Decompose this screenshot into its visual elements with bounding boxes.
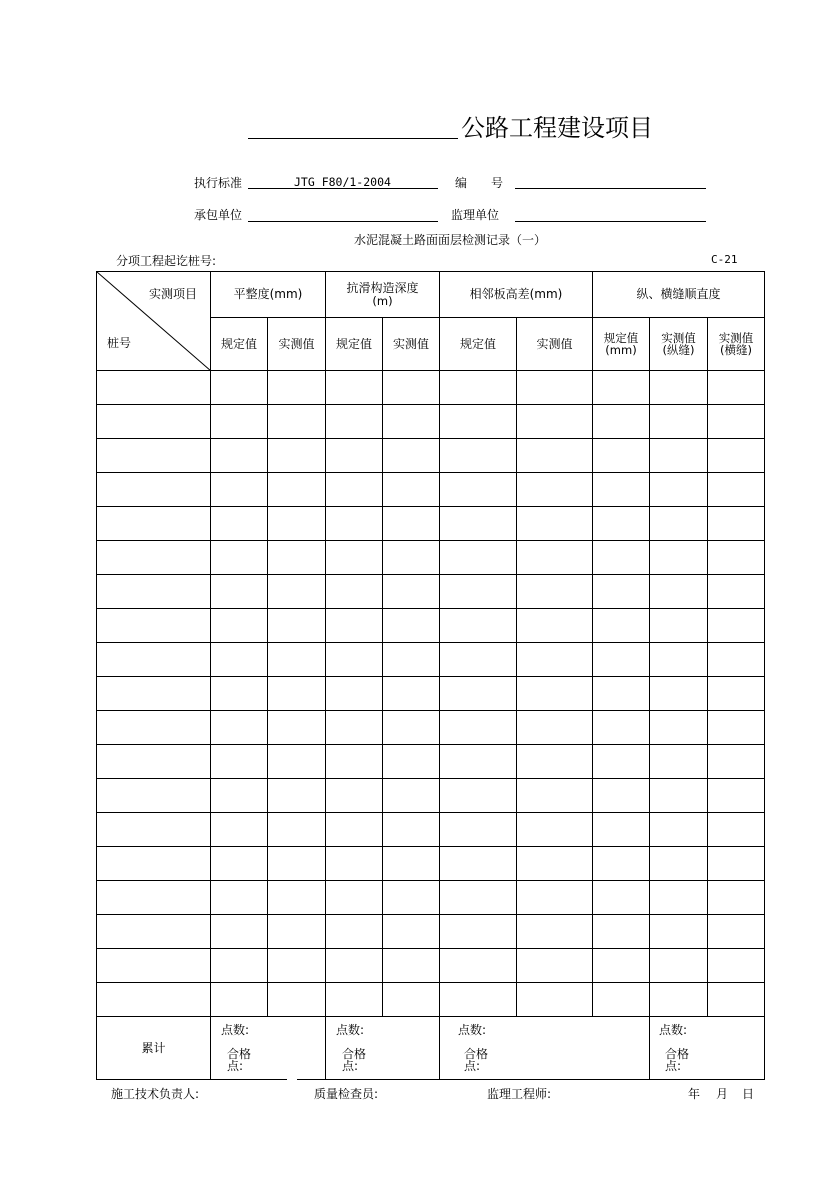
value-cell[interactable] (593, 983, 650, 1017)
value-cell[interactable] (708, 405, 765, 439)
value-cell[interactable] (211, 473, 268, 507)
station-cell[interactable] (97, 881, 211, 915)
value-cell[interactable] (593, 881, 650, 915)
value-cell[interactable] (708, 949, 765, 983)
value-cell[interactable] (211, 745, 268, 779)
value-cell[interactable] (440, 643, 517, 677)
value-cell[interactable] (440, 813, 517, 847)
value-cell[interactable] (326, 745, 383, 779)
summary-flatness[interactable] (211, 1017, 326, 1080)
value-cell[interactable] (211, 371, 268, 405)
value-cell[interactable] (708, 473, 765, 507)
value-cell[interactable] (211, 847, 268, 881)
value-cell[interactable] (211, 541, 268, 575)
value-cell[interactable] (383, 609, 440, 643)
value-cell[interactable] (268, 881, 326, 915)
station-cell[interactable] (97, 677, 211, 711)
table-row (97, 813, 765, 847)
pass-label (211, 1037, 325, 1072)
value-cell[interactable] (593, 813, 650, 847)
value-cell[interactable] (211, 405, 268, 439)
value-cell[interactable] (383, 371, 440, 405)
value-cell[interactable] (440, 779, 517, 813)
value-cell[interactable] (383, 779, 440, 813)
value-cell[interactable] (268, 643, 326, 677)
value-cell[interactable] (326, 507, 383, 541)
value-cell[interactable] (268, 813, 326, 847)
sub-spec: 规定值 (440, 318, 517, 371)
value-cell[interactable] (326, 711, 383, 745)
value-cell[interactable] (517, 439, 593, 473)
station-cell[interactable] (97, 711, 211, 745)
value-cell[interactable] (268, 439, 326, 473)
value-cell[interactable] (383, 677, 440, 711)
supervisor-field[interactable] (515, 221, 706, 222)
value-cell[interactable] (517, 745, 593, 779)
contractor-field[interactable] (248, 221, 438, 222)
value-cell[interactable] (326, 677, 383, 711)
value-cell[interactable] (440, 405, 517, 439)
inspector-label: 质量检查员: (314, 1087, 379, 1101)
year-label: 年 (688, 1087, 701, 1101)
project-name-blank[interactable] (248, 138, 458, 139)
table-row (97, 677, 765, 711)
value-cell[interactable] (440, 847, 517, 881)
summary-joint[interactable] (650, 1017, 765, 1080)
border-gap (287, 1078, 297, 1081)
pass-label (650, 1037, 764, 1072)
value-cell[interactable] (593, 473, 650, 507)
value-cell[interactable] (383, 541, 440, 575)
value-cell[interactable] (211, 677, 268, 711)
table-row (97, 711, 765, 745)
inspection-table (96, 271, 765, 1080)
value-cell[interactable] (211, 711, 268, 745)
value-cell[interactable] (708, 847, 765, 881)
sub-label: 实测值 (718, 331, 754, 345)
value-cell[interactable] (268, 473, 326, 507)
station-cell[interactable] (97, 643, 211, 677)
value-cell[interactable] (593, 677, 650, 711)
corner-bottom-label: 桩号 (107, 336, 132, 350)
value-cell[interactable] (211, 609, 268, 643)
value-cell[interactable] (268, 677, 326, 711)
value-cell[interactable] (440, 473, 517, 507)
day-label: 日 (742, 1087, 755, 1101)
value-cell[interactable] (383, 575, 440, 609)
table-row (97, 949, 765, 983)
station-cell[interactable] (97, 439, 211, 473)
value-cell[interactable] (517, 711, 593, 745)
station-cell[interactable] (97, 473, 211, 507)
value-cell[interactable] (383, 643, 440, 677)
value-cell[interactable] (650, 779, 708, 813)
value-cell[interactable] (211, 779, 268, 813)
station-cell[interactable] (97, 813, 211, 847)
value-cell[interactable] (268, 745, 326, 779)
value-cell[interactable] (593, 779, 650, 813)
value-cell[interactable] (708, 575, 765, 609)
group-skid-depth (326, 272, 440, 318)
corner-top-label: 实测项目 (149, 287, 198, 301)
form-title: 水泥混凝土路面面层检测记录（一） (354, 233, 547, 247)
value-cell[interactable] (517, 473, 593, 507)
value-cell[interactable] (517, 915, 593, 949)
value-cell[interactable] (593, 915, 650, 949)
value-cell[interactable] (326, 847, 383, 881)
value-cell[interactable] (650, 643, 708, 677)
table-row (97, 609, 765, 643)
value-cell[interactable] (708, 881, 765, 915)
value-cell[interactable] (708, 779, 765, 813)
value-cell[interactable] (593, 847, 650, 881)
value-cell[interactable] (650, 439, 708, 473)
sub-measured: 实测值 (268, 318, 326, 371)
value-cell[interactable] (440, 745, 517, 779)
table-row (97, 371, 765, 405)
value-cell[interactable] (440, 915, 517, 949)
value-cell[interactable] (326, 609, 383, 643)
table-row (97, 473, 765, 507)
sub-unit: (横缝) (720, 343, 752, 357)
value-cell[interactable] (708, 541, 765, 575)
table-row (97, 405, 765, 439)
value-cell[interactable] (593, 643, 650, 677)
sub-spec: 规定值 (211, 318, 268, 371)
sub-spec-mm (593, 318, 650, 371)
sub-measured-transverse (708, 318, 765, 371)
value-cell[interactable] (326, 813, 383, 847)
group-flatness: 平整度(mm) (211, 272, 326, 318)
value-cell[interactable] (650, 371, 708, 405)
value-cell[interactable] (650, 405, 708, 439)
station-cell[interactable] (97, 779, 211, 813)
value-cell[interactable] (593, 711, 650, 745)
table-row (97, 541, 765, 575)
value-cell[interactable] (211, 439, 268, 473)
table-row (97, 881, 765, 915)
value-cell[interactable] (593, 575, 650, 609)
value-cell[interactable] (383, 881, 440, 915)
value-cell[interactable] (383, 711, 440, 745)
value-cell[interactable] (440, 711, 517, 745)
table-row (97, 643, 765, 677)
points-label: 点数: (458, 1023, 487, 1037)
pass-label-1: 合格 (227, 1047, 252, 1061)
value-cell[interactable] (440, 575, 517, 609)
value-cell[interactable] (517, 371, 593, 405)
pass-label-2: 点: (464, 1059, 481, 1073)
value-cell[interactable] (326, 643, 383, 677)
value-cell[interactable] (517, 949, 593, 983)
value-cell[interactable] (517, 983, 593, 1017)
table-row (97, 847, 765, 881)
value-cell[interactable] (650, 745, 708, 779)
value-cell[interactable] (211, 813, 268, 847)
value-cell[interactable] (593, 949, 650, 983)
value-cell[interactable] (440, 507, 517, 541)
value-cell[interactable] (708, 983, 765, 1017)
pass-label (440, 1037, 649, 1072)
value-cell[interactable] (708, 507, 765, 541)
pass-label-2: 点: (665, 1059, 682, 1073)
value-cell[interactable] (650, 677, 708, 711)
table-row (97, 779, 765, 813)
value-cell[interactable] (383, 813, 440, 847)
value-cell[interactable] (650, 473, 708, 507)
value-cell[interactable] (650, 915, 708, 949)
sub-spec: 规定值 (326, 318, 383, 371)
group-slab-diff: 相邻板高差(mm) (440, 272, 593, 318)
month-label: 月 (716, 1087, 729, 1101)
value-cell[interactable] (326, 371, 383, 405)
value-cell[interactable] (383, 405, 440, 439)
pass-label-1: 合格 (342, 1047, 367, 1061)
standard-label: 执行标准 (194, 176, 243, 190)
value-cell[interactable] (440, 983, 517, 1017)
group-skid-depth-label: 抗滑构造深度 (346, 281, 419, 295)
station-cell[interactable] (97, 541, 211, 575)
pass-label-2: 点: (342, 1059, 359, 1073)
value-cell[interactable] (440, 541, 517, 575)
summary-slab-diff[interactable] (440, 1017, 650, 1080)
value-cell[interactable] (650, 983, 708, 1017)
value-cell[interactable] (650, 813, 708, 847)
station-cell[interactable] (97, 575, 211, 609)
value-cell[interactable] (383, 473, 440, 507)
station-cell[interactable] (97, 609, 211, 643)
value-cell[interactable] (440, 677, 517, 711)
value-cell[interactable] (383, 949, 440, 983)
value-cell[interactable] (708, 439, 765, 473)
pass-label-1: 合格 (665, 1047, 690, 1061)
value-cell[interactable] (517, 541, 593, 575)
number-label: 编 号 (455, 176, 504, 190)
value-cell[interactable] (708, 711, 765, 745)
value-cell[interactable] (593, 371, 650, 405)
value-cell[interactable] (268, 711, 326, 745)
contractor-label: 承包单位 (194, 208, 243, 222)
value-cell[interactable] (383, 745, 440, 779)
station-cell[interactable] (97, 745, 211, 779)
value-cell[interactable] (708, 745, 765, 779)
pass-label (326, 1037, 439, 1072)
form-code: C-21 (711, 253, 738, 266)
value-cell[interactable] (440, 439, 517, 473)
value-cell[interactable] (326, 541, 383, 575)
value-cell[interactable] (593, 439, 650, 473)
sub-measured: 实测值 (383, 318, 440, 371)
sub-measured-longitudinal (650, 318, 708, 371)
value-cell[interactable] (326, 915, 383, 949)
tech-lead-label: 施工技术负责人: (111, 1087, 200, 1101)
value-cell[interactable] (268, 779, 326, 813)
value-cell[interactable] (268, 915, 326, 949)
value-cell[interactable] (708, 677, 765, 711)
station-cell[interactable] (97, 915, 211, 949)
value-cell[interactable] (383, 439, 440, 473)
value-cell[interactable] (708, 915, 765, 949)
value-cell[interactable] (517, 405, 593, 439)
value-cell[interactable] (268, 847, 326, 881)
value-cell[interactable] (593, 745, 650, 779)
summary-label: 累计 (97, 1017, 211, 1080)
value-cell[interactable] (650, 847, 708, 881)
value-cell[interactable] (326, 473, 383, 507)
station-cell[interactable] (97, 949, 211, 983)
value-cell[interactable] (708, 643, 765, 677)
pass-label-2: 点: (227, 1059, 244, 1073)
value-cell[interactable] (517, 813, 593, 847)
station-cell[interactable] (97, 507, 211, 541)
value-cell[interactable] (440, 881, 517, 915)
value-cell[interactable] (440, 371, 517, 405)
station-cell[interactable] (97, 371, 211, 405)
supervisor-label: 监理单位 (451, 208, 500, 222)
value-cell[interactable] (211, 949, 268, 983)
value-cell[interactable] (517, 881, 593, 915)
value-cell[interactable] (326, 575, 383, 609)
station-cell[interactable] (97, 983, 211, 1017)
value-cell[interactable] (326, 405, 383, 439)
value-cell[interactable] (268, 983, 326, 1017)
value-cell[interactable] (268, 541, 326, 575)
summary-skid[interactable] (326, 1017, 440, 1080)
sub-label: 规定值 (603, 331, 639, 345)
value-cell[interactable] (650, 609, 708, 643)
sub-unit: (mm) (605, 343, 637, 357)
value-cell[interactable] (440, 949, 517, 983)
engineer-label: 监理工程师: (487, 1087, 552, 1101)
table-row (97, 439, 765, 473)
value-cell[interactable] (326, 779, 383, 813)
value-cell[interactable] (211, 507, 268, 541)
value-cell[interactable] (517, 507, 593, 541)
value-cell[interactable] (593, 541, 650, 575)
value-cell[interactable] (211, 575, 268, 609)
value-cell[interactable] (517, 779, 593, 813)
page-title: 公路工程建设项目 (461, 114, 653, 142)
sub-unit: (纵缝) (662, 343, 695, 357)
value-cell[interactable] (268, 609, 326, 643)
section-label: 分项工程起讫桩号: (116, 254, 217, 268)
value-cell[interactable] (268, 405, 326, 439)
pass-label-1: 合格 (464, 1047, 489, 1061)
value-cell[interactable] (593, 507, 650, 541)
value-cell[interactable] (440, 609, 517, 643)
value-cell[interactable] (650, 881, 708, 915)
value-cell[interactable] (708, 813, 765, 847)
value-cell[interactable] (517, 847, 593, 881)
value-cell[interactable] (326, 949, 383, 983)
value-cell[interactable] (383, 847, 440, 881)
value-cell[interactable] (593, 405, 650, 439)
value-cell[interactable] (650, 507, 708, 541)
table-row (97, 983, 765, 1017)
points-label: 点数: (659, 1023, 688, 1037)
value-cell[interactable] (211, 983, 268, 1017)
value-cell[interactable] (383, 983, 440, 1017)
value-cell[interactable] (517, 677, 593, 711)
value-cell[interactable] (326, 881, 383, 915)
value-cell[interactable] (268, 371, 326, 405)
value-cell[interactable] (708, 371, 765, 405)
value-cell[interactable] (517, 609, 593, 643)
value-cell[interactable] (211, 881, 268, 915)
value-cell[interactable] (383, 507, 440, 541)
value-cell[interactable] (383, 915, 440, 949)
value-cell[interactable] (326, 983, 383, 1017)
value-cell[interactable] (211, 915, 268, 949)
sub-label: 实测值 (661, 331, 696, 345)
value-cell[interactable] (326, 439, 383, 473)
table-row (97, 575, 765, 609)
value-cell[interactable] (517, 575, 593, 609)
value-cell[interactable] (517, 643, 593, 677)
standard-value[interactable]: JTG F80/1-2004 (294, 175, 391, 189)
value-cell[interactable] (268, 575, 326, 609)
value-cell[interactable] (593, 609, 650, 643)
points-label: 点数: (336, 1023, 365, 1037)
value-cell[interactable] (650, 541, 708, 575)
value-cell[interactable] (211, 643, 268, 677)
value-cell[interactable] (650, 575, 708, 609)
value-cell[interactable] (708, 609, 765, 643)
table-row (97, 915, 765, 949)
value-cell[interactable] (268, 507, 326, 541)
station-cell[interactable] (97, 847, 211, 881)
table-row (97, 745, 765, 779)
group-skid-depth-unit: (m) (372, 294, 393, 308)
table-row (97, 507, 765, 541)
group-joint-straightness: 纵、横缝顺直度 (593, 272, 765, 318)
value-cell[interactable] (268, 949, 326, 983)
points-label: 点数: (221, 1023, 250, 1037)
sub-measured: 实测值 (517, 318, 593, 371)
station-cell[interactable] (97, 405, 211, 439)
value-cell[interactable] (650, 949, 708, 983)
number-field[interactable] (515, 188, 706, 189)
value-cell[interactable] (650, 711, 708, 745)
corner-header (97, 272, 211, 371)
